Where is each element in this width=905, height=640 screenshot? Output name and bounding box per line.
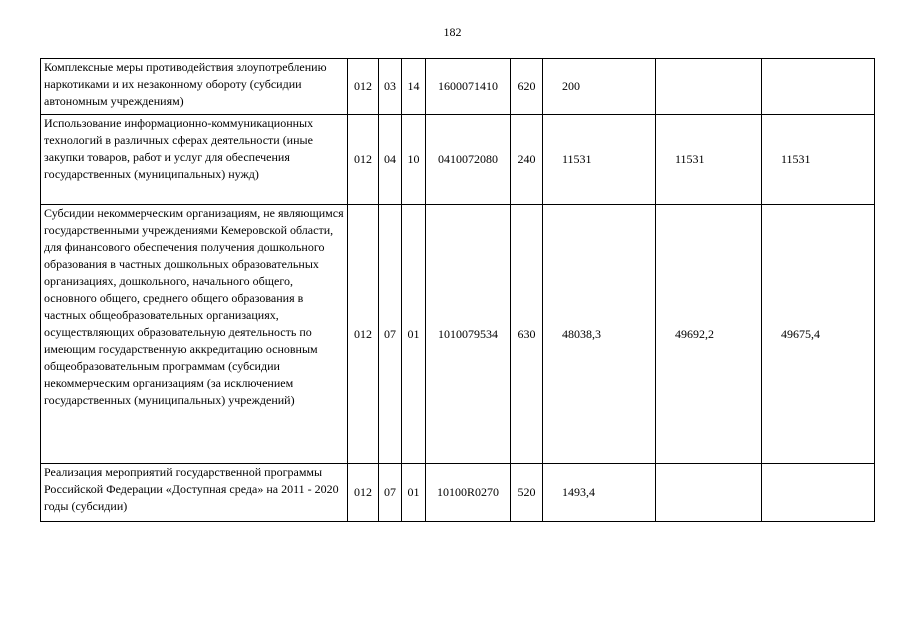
- row-description: Комплексные меры противодействия злоупотреблению наркотиками и их незаконному обороту (субсидии автономным учреждениям): [41, 59, 348, 115]
- target-item-code: 10100R0270: [426, 464, 511, 522]
- ministry-code: 012: [348, 205, 379, 464]
- row-description: Использование информационно-коммуникационных технологий в различных сферах деятельности (иные закупки товаров, работ и услуг для обеспечения государственных (муниципальных) нужд): [41, 115, 348, 205]
- expense-type-code: 240: [511, 115, 543, 205]
- amount-year-2: 49692,2: [656, 205, 762, 464]
- section-code: 03: [379, 59, 402, 115]
- amount-year-3: [762, 59, 875, 115]
- table-row: [41, 115, 875, 205]
- table-row: [41, 59, 875, 115]
- expense-type-code: 520: [511, 464, 543, 522]
- amount-year-3: 49675,4: [762, 205, 875, 464]
- page-number: 182: [443, 25, 462, 39]
- subsection-code: 14: [402, 59, 426, 115]
- amount-year-1: 200: [543, 59, 656, 115]
- amount-year-2: 11531: [656, 115, 762, 205]
- subsection-code: 01: [402, 464, 426, 522]
- amount-year-1: 11531: [543, 115, 656, 205]
- ministry-code: 012: [348, 115, 379, 205]
- subsection-code: 10: [402, 115, 426, 205]
- table-row: [41, 205, 875, 464]
- target-item-code: 1600071410: [426, 59, 511, 115]
- ministry-code: 012: [348, 464, 379, 522]
- amount-year-3: 11531: [762, 115, 875, 205]
- expense-type-code: 620: [511, 59, 543, 115]
- section-code: 04: [379, 115, 402, 205]
- amount-year-1: 48038,3: [543, 205, 656, 464]
- amount-year-2: [656, 464, 762, 522]
- row-description: Реализация мероприятий государственной программы Российской Федерации «Доступная среда» на 2011 - 2020 годы (субсидии): [41, 464, 348, 522]
- target-item-code: 0410072080: [426, 115, 511, 205]
- expense-type-code: 630: [511, 205, 543, 464]
- subsection-code: 01: [402, 205, 426, 464]
- amount-year-1: 1493,4: [543, 464, 656, 522]
- amount-year-3: [762, 464, 875, 522]
- section-code: 07: [379, 205, 402, 464]
- target-item-code: 1010079534: [426, 205, 511, 464]
- amount-year-2: [656, 59, 762, 115]
- budget-table: [40, 58, 875, 522]
- table-row: [41, 464, 875, 522]
- section-code: 07: [379, 464, 402, 522]
- ministry-code: 012: [348, 59, 379, 115]
- row-description: Субсидии некоммерческим организациям, не являющимся государственными учреждениями Кемеровской области, для финансового обеспечения получения дошкольного образования в частных дошкольных образовательных организациях, дошкольного, начального общего, основного общего, среднего общего образования в частных общеобразовательных организациях, осуществляющих образовательную деятельность по имеющим государственную аккредитацию основным общеобразовательным программам (субсидии некоммерческим организациям (за исключением государственных (муниципальных) учреждений): [41, 205, 348, 464]
